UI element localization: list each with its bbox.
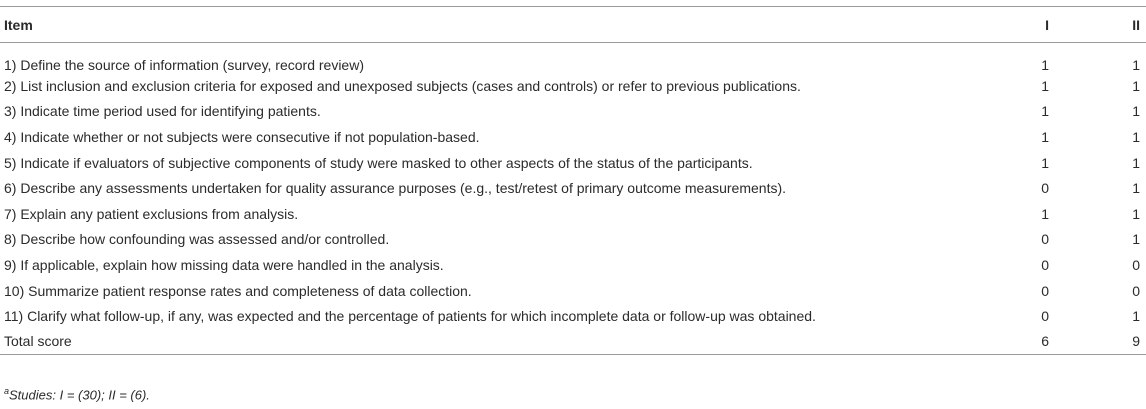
row-score-i: 1 bbox=[1041, 77, 1049, 94]
row-item-text: 10) Summarize patient response rates and completeness of data collection. bbox=[4, 282, 472, 299]
total-score-i: 6 bbox=[985, 329, 1076, 355]
total-score-ii: 9 bbox=[1076, 329, 1146, 355]
table-row bbox=[0, 43, 1146, 74]
row-item-text: 11) Clarify what follow-up, if any, was expected and the percentage of patients for which incomplete data or follow-up was obtained. bbox=[4, 308, 816, 325]
header-study-i: I bbox=[985, 7, 1076, 43]
total-label: Total score bbox=[0, 329, 985, 355]
table-row bbox=[0, 99, 1146, 125]
row-score-i: 1 bbox=[1041, 103, 1049, 120]
table-row bbox=[0, 227, 1146, 253]
row-score-ii: 1 bbox=[1132, 103, 1140, 120]
row-item-text: 1) Define the source of information (survey, record review) bbox=[0, 43, 985, 74]
row-score-ii: 1 bbox=[1076, 43, 1146, 74]
row-score-ii: 1 bbox=[1132, 205, 1140, 222]
row-item-text: 5) Indicate if evaluators of subjective components of study were masked to other aspects of the status of the participants. bbox=[4, 154, 753, 171]
quality-assessment-table bbox=[0, 6, 1146, 355]
table-row bbox=[0, 124, 1146, 150]
row-score-ii: 1 bbox=[1132, 154, 1140, 171]
row-score-i: 1 bbox=[1041, 128, 1049, 145]
row-score-i: 0 bbox=[1041, 231, 1049, 248]
table-row bbox=[0, 303, 1146, 329]
row-item-text: 3) Indicate time period used for identifying patients. bbox=[4, 103, 321, 120]
row-item-text: 2) List inclusion and exclusion criteria for exposed and unexposed subjects (cases and controls) or refer to previous publications. bbox=[4, 77, 801, 94]
total-row bbox=[0, 329, 1146, 355]
footnote-marker: a bbox=[4, 386, 10, 396]
table-row bbox=[0, 150, 1146, 176]
row-score-i: 0 bbox=[1041, 180, 1049, 197]
table-footnote bbox=[4, 386, 150, 402]
row-score-i: 1 bbox=[1041, 154, 1049, 171]
row-item-text: 6) Describe any assessments undertaken for quality assurance purposes (e.g., test/retest of primary outcome measurements). bbox=[4, 180, 787, 197]
row-score-ii: 1 bbox=[1132, 128, 1140, 145]
row-score-i: 1 bbox=[1041, 205, 1049, 222]
row-score-ii: 1 bbox=[1132, 180, 1140, 197]
row-score-i: 0 bbox=[1041, 256, 1049, 273]
header-item: Item bbox=[0, 7, 985, 43]
table-row bbox=[0, 278, 1146, 304]
header-study-ii: II bbox=[1076, 7, 1146, 43]
row-score-i: 0 bbox=[1041, 282, 1049, 299]
row-item-text: 7) Explain any patient exclusions from analysis. bbox=[4, 205, 299, 222]
row-score-ii: 1 bbox=[1132, 231, 1140, 248]
table-body bbox=[0, 43, 1146, 355]
row-item-text: 8) Describe how confounding was assessed and/or controlled. bbox=[4, 231, 390, 248]
row-score-ii: 0 bbox=[1132, 256, 1140, 273]
row-item-text: 9) If applicable, explain how missing data were handled in the analysis. bbox=[4, 256, 444, 273]
table-row bbox=[0, 175, 1146, 201]
row-score-ii: 0 bbox=[1132, 282, 1140, 299]
table-header-row bbox=[0, 7, 1146, 43]
row-item-text: 4) Indicate whether or not subjects were consecutive if not population-based. bbox=[4, 128, 480, 145]
row-score-i: 0 bbox=[1041, 308, 1049, 325]
row-score-ii: 1 bbox=[1132, 77, 1140, 94]
table-row bbox=[0, 73, 1146, 99]
row-score-ii: 1 bbox=[1132, 308, 1140, 325]
table-row bbox=[0, 201, 1146, 227]
table-row bbox=[0, 252, 1146, 278]
row-score-i: 1 bbox=[985, 43, 1076, 74]
footnote-text: Studies: I = (30); II = (6). bbox=[9, 387, 150, 403]
